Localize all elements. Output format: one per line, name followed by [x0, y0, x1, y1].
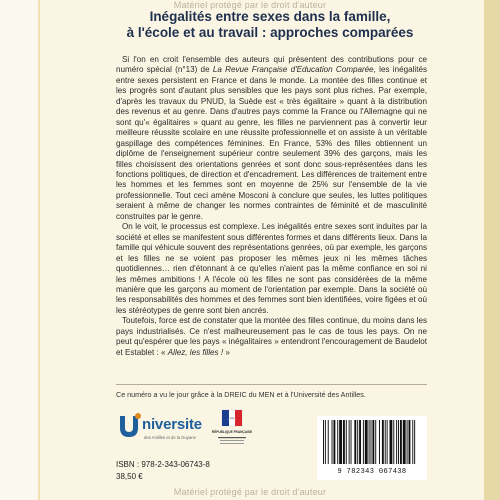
barcode-bar: [372, 420, 374, 464]
universite-u-icon: [116, 412, 144, 440]
barcode-bar: [407, 420, 408, 464]
barcode-bar: [412, 420, 413, 464]
barcode-bar: [363, 420, 364, 464]
barcode-bar: [385, 420, 386, 464]
left-page-edge: [0, 0, 38, 500]
barcode-bar: [337, 420, 338, 464]
spine-line: [38, 0, 40, 500]
barcode-bars: [317, 416, 427, 468]
universite-logo-word: niversite: [142, 416, 202, 433]
isbn: ISBN : 978-2-343-06743-8: [116, 460, 210, 469]
barcode-bar: [333, 420, 335, 464]
barcode-bar: [365, 420, 368, 464]
barcode-bar: [400, 420, 402, 464]
barcode-bar: [325, 420, 326, 464]
paragraph-2: On le voit, le processus est complexe. Les inégalités entre sexes sont induites par la société et elles se manifestent sous différentes formes et dans différents lieux. Dans la famille qui véhicule souvent des représentations genrées, où par exemple, les garçons et les filles ne se voient pas proposer les mêmes jeux ni les mêmes tâches quotidiennes… rien d'étonnant à ce qu'elles n'aient pas la même confiance en soi ni les mêmes ambitions ! A l'école où les filles ne sont pas considérées de la même manière que les garçons au moment de l'orientation par exemple. Dans la société où les responsabilités des hommes et des femmes sont bien identifiées, voire figées et où les stéréotypes de genre sont bien ancrés.: [116, 222, 427, 315]
barcode-bar: [339, 420, 342, 464]
divider-line: [116, 384, 427, 385]
barcode-bar: [375, 420, 376, 464]
universite-logo-subtitle: des Antilles et de la Guyane: [144, 435, 196, 440]
barcode-bar: [369, 420, 370, 464]
barcode-bar: [354, 420, 356, 464]
republique-logo-text: RÉPUBLIQUE FRANÇAISE: [211, 430, 253, 434]
title-line-1: Inégalités entre sexes dans la famille,: [149, 9, 391, 24]
barcode-bar: [398, 420, 399, 464]
barcode-bar: [371, 420, 372, 464]
barcode-bar: [396, 420, 397, 464]
barcode-bar: [349, 420, 350, 464]
barcode-bar: [409, 420, 411, 464]
barcode-bar: [382, 420, 384, 464]
barcode-digits: 9 782343 067438: [317, 468, 427, 476]
barcode-bar: [387, 420, 388, 464]
barcode-bar: [414, 420, 415, 464]
republique-francaise-logo: [208, 408, 256, 454]
barcode-bar: [328, 420, 329, 464]
barcode-bar: [403, 420, 406, 464]
back-cover-text: [116, 55, 427, 358]
right-cover-edge: [484, 0, 500, 500]
barcode-bar: [359, 420, 361, 464]
quote: Allez, les filles !: [167, 347, 224, 357]
barcode-bar: [357, 420, 358, 464]
paragraph-1: Si l'on en croit l'ensemble des auteurs qui présentent des contributions pour ce numéro spécial (n°13) de La Revue Française d'Education Comparée, les inégalités entre sexes persistent en France et dans le monde. La montée des filles continue et les progrès sont d'autant plus sensibles que les pays sont plus riches. Par exemple, d'après les travaux du PNUD, la Suède est « très égalitaire » quant à la distribution des revenus et au genre. Dans d'autres pays comme la France ou l'Allemagne qui ne sont qu'« égalitaires » quant au genre, les filles ne parviennent pas à convertir leur meilleure réussite scolaire en une réussite professionnelle et on assiste à un véritable gaspillage des compétences féminines. En France, 53% des filles obtiennent un diplôme de l'enseignement supérieur contre seulement 39% des garçons, mais les filles choisissent des orientations genrées et sont donc sous-représentées dans les fonctions politiques, de direction et d'encadrement. Les différences de traitement entre les hommes et les femmes sont en moyenne de 25% sur l'ensemble de la vie professionnelle. Tout ceci amène Mosconi à conclure que seules, les luttes politiques seraient à même de changer les normes contraintes de féminité et de masculinité construites par le genre.: [116, 55, 427, 221]
copyright-watermark-top: Matériel protégé par le droit d'auteur: [173, 0, 327, 10]
barcode-bar: [379, 420, 380, 464]
copyright-watermark-bottom: Matériel protégé par le droit d'auteur: [173, 487, 327, 497]
barcode-bar: [393, 420, 394, 464]
title-line-2: à l'école et au travail : approches comparées: [126, 25, 414, 40]
price: 38,50 €: [116, 472, 143, 481]
journal-title: La Revue Française d'Education Comparée: [212, 65, 374, 75]
paragraph-3: Toutefois, force est de constater que la montée des filles continue, du moins dans les pays industrialisés. Ce n'est malheureusement pas le cas de tous les pays. On ne peut qu'espérer que les pays « inégalitaires » entendront l'encouragement de Baudelot et Establet : « Allez, les filles ! »: [116, 316, 427, 357]
barcode-bar: [346, 420, 347, 464]
cover-title: [120, 9, 420, 41]
barcode-bar: [351, 420, 352, 464]
barcode-bar: [390, 420, 393, 464]
barcode-bar: [343, 420, 345, 464]
barcode-bar: [332, 420, 333, 464]
footnote: Ce numéro a vu le jour grâce à la DREIC du MEN et à l'Université des Antilles.: [116, 390, 366, 399]
barcode-bar: [323, 420, 324, 464]
